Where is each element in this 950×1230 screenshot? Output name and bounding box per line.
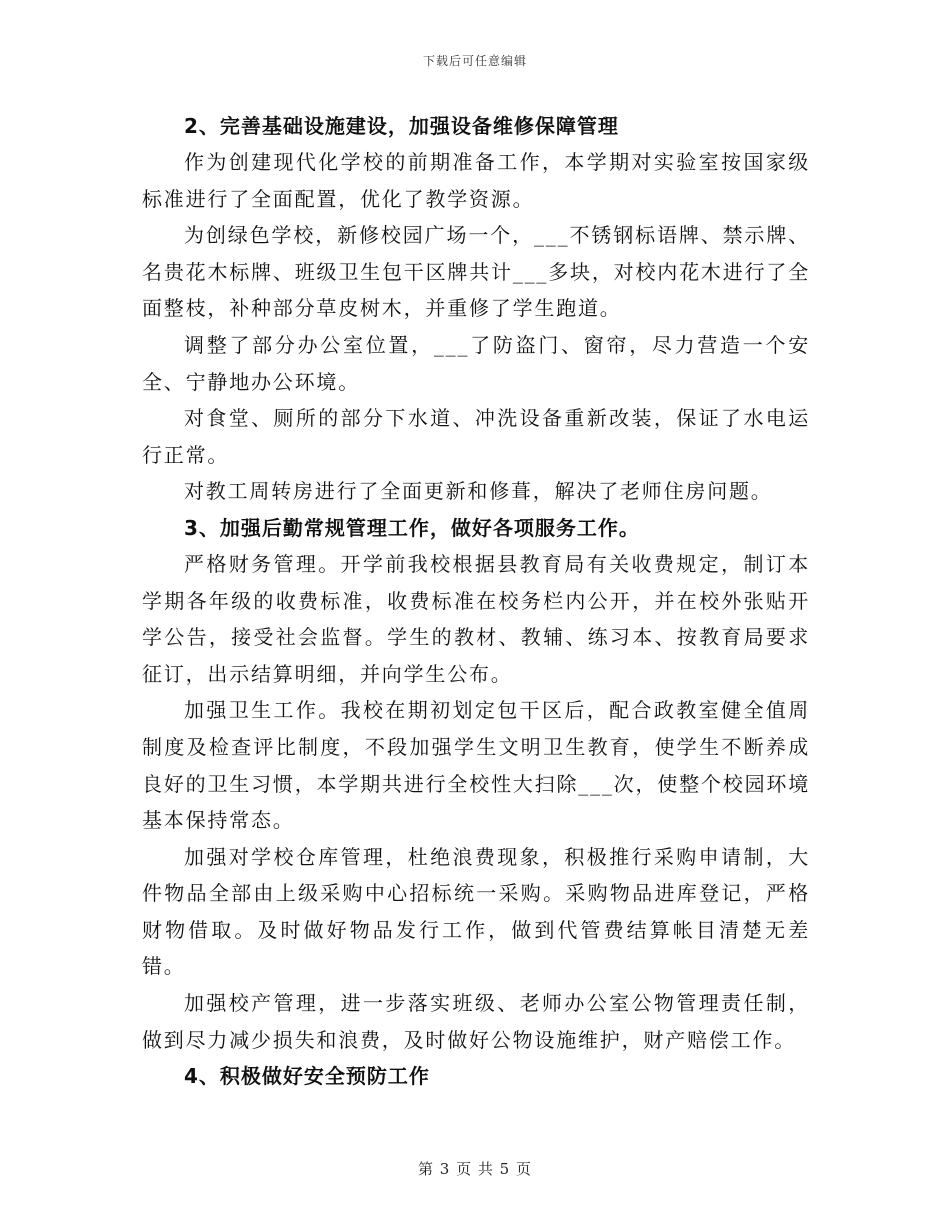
paragraph: 对教工周转房进行了全面更新和修葺，解决了老师住房问题。 bbox=[184, 479, 773, 504]
paragraph: 对食堂、厕所的部分下水道、冲洗设备重新改装，保证了水电运行正常。 bbox=[142, 406, 810, 467]
section-heading: 3、加强后勤常规管理工作，做好各项服务工作。 bbox=[184, 515, 640, 540]
section-heading: 2、完善基础设施建设，加强设备维修保障管理 bbox=[184, 114, 619, 138]
page-number: 第 3 页 共 5 页 bbox=[418, 1160, 532, 1178]
section-heading: 4、积极做好安全预防工作 bbox=[184, 1064, 430, 1089]
paragraph: 加强对学校仓库管理，杜绝浪费现象，积极推行采购申请制，大件物品全部由上级采购中心招标统一采购。采购物品进库登记，严格财物借取。及时做好物品发行工作，做到代管费结算帐目清楚无差错。 bbox=[142, 844, 810, 979]
paragraph: 加强校产管理，进一步落实班级、老师办公室公物管理责任制，做到尽力减少损失和浪费，及时做好公物设施维护，财产赔偿工作。 bbox=[142, 991, 810, 1052]
document-body bbox=[142, 108, 810, 1094]
paragraph: 作为创建现代化学校的前期准备工作，本学期对实验室按国家级标准进行了全面配置，优化了教学资源。 bbox=[142, 150, 810, 211]
paragraph: 为创绿色学校，新修校园广场一个，___不锈钢标语牌、禁示牌、名贵花木标牌、班级卫生包干区牌共计___多块，对校内花木进行了全面整枝，补种部分草皮树木，并重修了学生跑道。 bbox=[142, 223, 810, 321]
paragraph: 调整了部分办公室位置，___了防盗门、窗帘，尽力营造一个安全、宁静地办公环境。 bbox=[142, 332, 810, 394]
paragraph: 加强卫生工作。我校在期初划定包干区后，配合政教室健全值周制度及检查评比制度，不段加强学生文明卫生教育，使学生不断养成良好的卫生习惯，本学期共进行全校性大扫除___次，使整个校园环境基本保持常态。 bbox=[142, 698, 810, 833]
paragraph: 严格财务管理。开学前我校根据县教育局有关收费规定，制订本学期各年级的收费标准，收费标准在校务栏内公开，并在校外张贴开学公告，接受社会监督。学生的教材、教辅、练习本、按教育局要求征订，出示结算明细，并向学生公布。 bbox=[142, 551, 810, 686]
page-header: 下载后可任意编辑 bbox=[422, 54, 527, 68]
